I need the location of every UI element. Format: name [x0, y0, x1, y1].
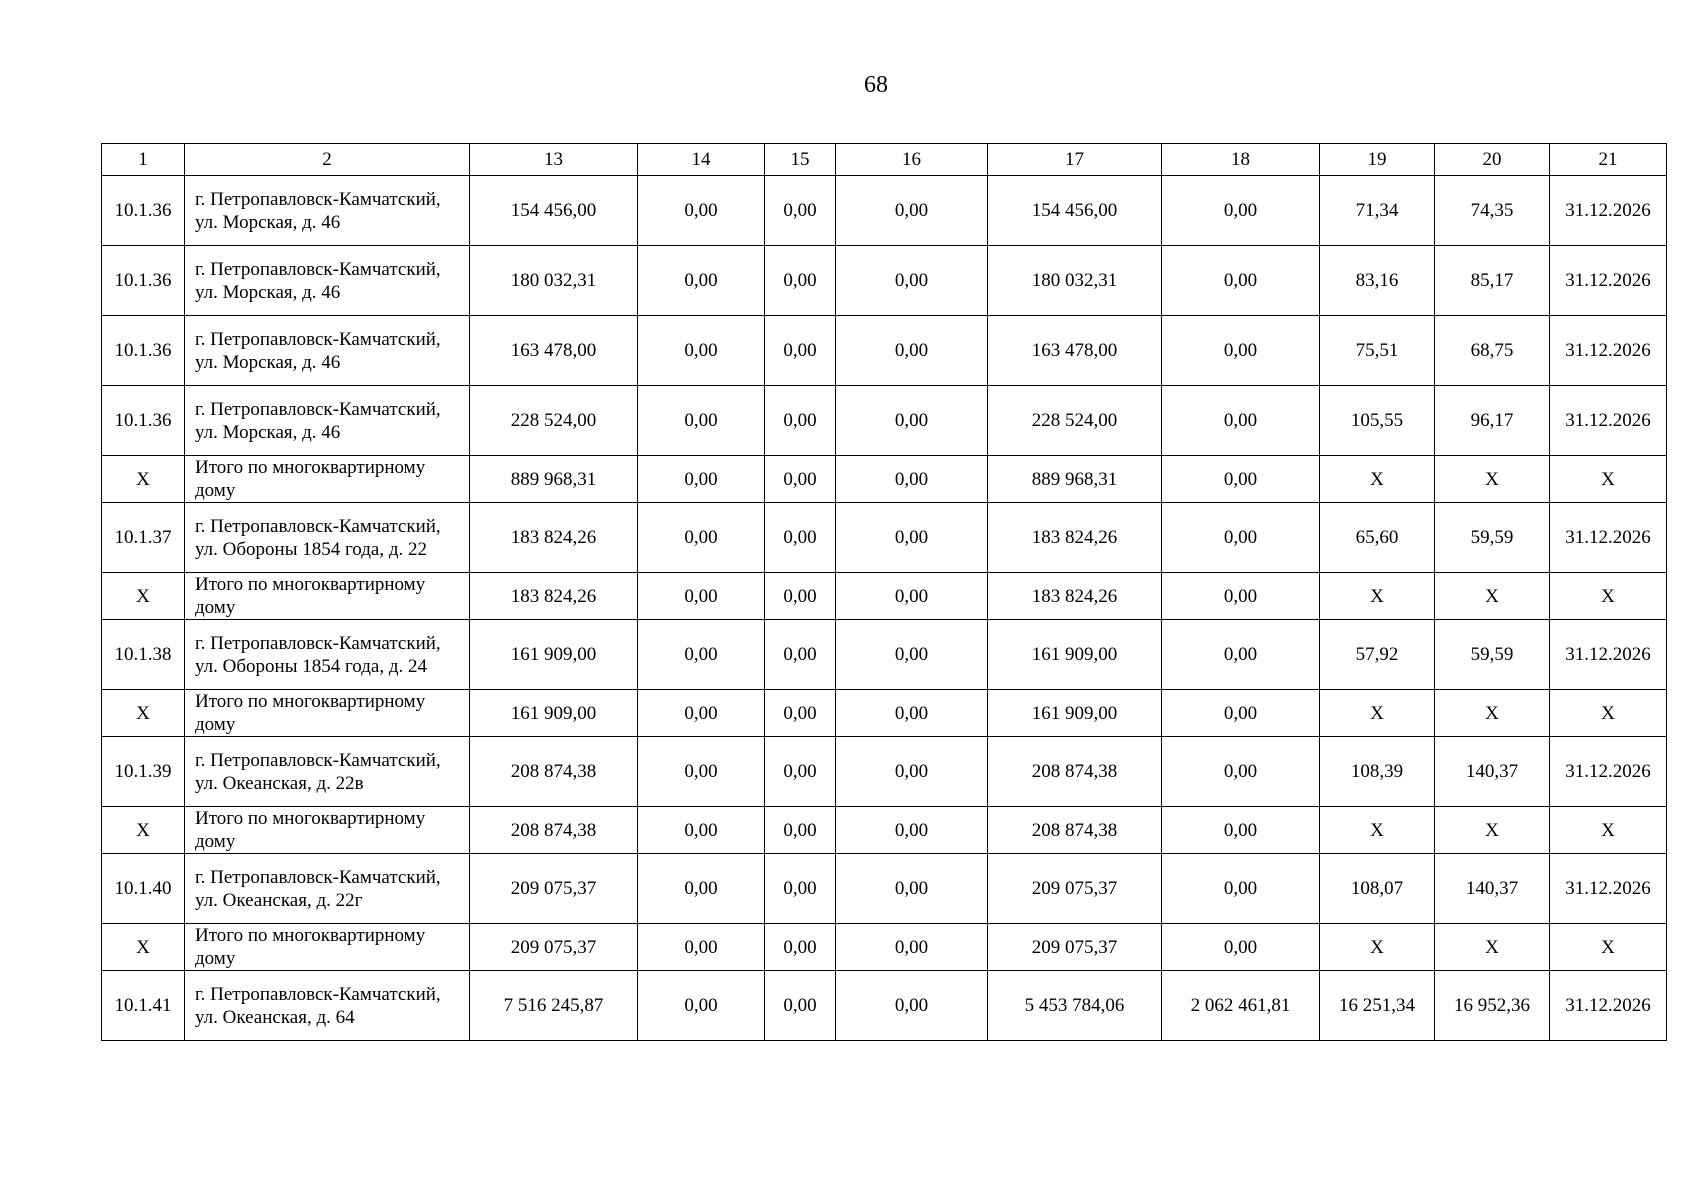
table-cell: Х — [1435, 690, 1550, 737]
table-cell: Х — [1435, 456, 1550, 503]
table-cell: Х — [1550, 807, 1667, 854]
table-cell: 0,00 — [765, 316, 836, 386]
table-cell: 0,00 — [638, 176, 765, 246]
table-cell: г. Петропавловск-Камчатский, ул. Морская, д. 46 — [185, 246, 470, 316]
table-row — [102, 620, 1667, 690]
table-cell: г. Петропавловск-Камчатский, ул. Обороны 1854 года, д. 22 — [185, 503, 470, 573]
table-cell: 10.1.40 — [102, 854, 185, 924]
column-header: 21 — [1550, 144, 1667, 176]
table-cell: Итого по многоквартирному дому — [185, 924, 470, 971]
table-cell: 0,00 — [638, 316, 765, 386]
table-cell: 228 524,00 — [470, 386, 638, 456]
table-cell: 31.12.2026 — [1550, 737, 1667, 807]
table-cell: Х — [1320, 924, 1435, 971]
column-header: 19 — [1320, 144, 1435, 176]
table-cell: 10.1.36 — [102, 316, 185, 386]
table-cell: 0,00 — [638, 807, 765, 854]
table-cell: 0,00 — [765, 690, 836, 737]
table-cell: Х — [1550, 690, 1667, 737]
table-cell: 68,75 — [1435, 316, 1550, 386]
table-cell: 0,00 — [765, 924, 836, 971]
data-table — [101, 143, 1667, 1041]
table-cell: 0,00 — [638, 690, 765, 737]
table-cell: 105,55 — [1320, 386, 1435, 456]
table-cell: 0,00 — [765, 573, 836, 620]
table-cell: 10.1.37 — [102, 503, 185, 573]
table-cell: 889 968,31 — [470, 456, 638, 503]
table-cell: 0,00 — [1162, 503, 1320, 573]
column-header: 16 — [836, 144, 988, 176]
table-row — [102, 971, 1667, 1041]
table-cell: 208 874,38 — [470, 807, 638, 854]
table-cell: 16 251,34 — [1320, 971, 1435, 1041]
table-row — [102, 316, 1667, 386]
table-row — [102, 176, 1667, 246]
table-cell: 0,00 — [765, 971, 836, 1041]
table-cell: 0,00 — [638, 971, 765, 1041]
table-cell: 0,00 — [638, 456, 765, 503]
table-cell: 0,00 — [1162, 573, 1320, 620]
table-total-row — [102, 456, 1667, 503]
table-cell: 31.12.2026 — [1550, 620, 1667, 690]
table-cell: г. Петропавловск-Камчатский, ул. Морская, д. 46 — [185, 316, 470, 386]
table-cell: 0,00 — [1162, 386, 1320, 456]
table-cell: 0,00 — [836, 246, 988, 316]
column-header: 15 — [765, 144, 836, 176]
table-cell: Итого по многоквартирному дому — [185, 807, 470, 854]
table-cell: 0,00 — [836, 316, 988, 386]
table-cell: 0,00 — [836, 854, 988, 924]
table-cell: 0,00 — [836, 690, 988, 737]
table-cell: 161 909,00 — [988, 690, 1162, 737]
table-cell: 0,00 — [836, 573, 988, 620]
column-header: 13 — [470, 144, 638, 176]
table-cell: Х — [102, 456, 185, 503]
table-cell: 0,00 — [1162, 316, 1320, 386]
table-cell: 183 824,26 — [470, 503, 638, 573]
column-header: 2 — [185, 144, 470, 176]
table-cell: 0,00 — [765, 737, 836, 807]
table-cell: 7 516 245,87 — [470, 971, 638, 1041]
table-cell: 228 524,00 — [988, 386, 1162, 456]
table-cell: 5 453 784,06 — [988, 971, 1162, 1041]
table-cell: Итого по многоквартирному дому — [185, 573, 470, 620]
table-cell: 96,17 — [1435, 386, 1550, 456]
column-header: 1 — [102, 144, 185, 176]
table-cell: 0,00 — [836, 807, 988, 854]
table-cell: 10.1.36 — [102, 246, 185, 316]
table-cell: 0,00 — [1162, 924, 1320, 971]
table-cell: 0,00 — [765, 807, 836, 854]
table-cell: 163 478,00 — [988, 316, 1162, 386]
column-header: 14 — [638, 144, 765, 176]
table-cell: 208 874,38 — [988, 807, 1162, 854]
table-cell: 209 075,37 — [470, 924, 638, 971]
table-cell: 154 456,00 — [988, 176, 1162, 246]
table-cell: 0,00 — [836, 620, 988, 690]
table-cell: 183 824,26 — [470, 573, 638, 620]
table-cell: 183 824,26 — [988, 573, 1162, 620]
table-cell: 65,60 — [1320, 503, 1435, 573]
table-cell: г. Петропавловск-Камчатский, ул. Морская, д. 46 — [185, 386, 470, 456]
table-cell: Х — [1550, 924, 1667, 971]
table-cell: 161 909,00 — [470, 620, 638, 690]
table-cell: 0,00 — [765, 386, 836, 456]
table-body — [102, 176, 1667, 1041]
table-cell: 0,00 — [836, 176, 988, 246]
table-cell: 0,00 — [1162, 690, 1320, 737]
table-row — [102, 386, 1667, 456]
table-cell: 180 032,31 — [470, 246, 638, 316]
table-cell: 0,00 — [836, 386, 988, 456]
table-cell: 140,37 — [1435, 737, 1550, 807]
column-header: 17 — [988, 144, 1162, 176]
table-cell: 0,00 — [1162, 246, 1320, 316]
table-cell: 0,00 — [836, 924, 988, 971]
table-cell: 108,07 — [1320, 854, 1435, 924]
table-cell: Х — [1435, 807, 1550, 854]
page-number: 68 — [864, 72, 888, 98]
table-cell: 0,00 — [638, 503, 765, 573]
table-total-row — [102, 573, 1667, 620]
table-cell: 0,00 — [638, 854, 765, 924]
table-row — [102, 246, 1667, 316]
table-cell: 180 032,31 — [988, 246, 1162, 316]
table-cell: 0,00 — [638, 620, 765, 690]
table-row — [102, 737, 1667, 807]
table-cell: 0,00 — [638, 924, 765, 971]
table-cell: 0,00 — [638, 246, 765, 316]
table-cell: 161 909,00 — [988, 620, 1162, 690]
table-cell: 108,39 — [1320, 737, 1435, 807]
table-cell: г. Петропавловск-Камчатский, ул. Океанская, д. 22в — [185, 737, 470, 807]
table-cell: 889 968,31 — [988, 456, 1162, 503]
table-cell: 83,16 — [1320, 246, 1435, 316]
table-cell: 0,00 — [836, 503, 988, 573]
table-cell: 75,51 — [1320, 316, 1435, 386]
table-cell: 154 456,00 — [470, 176, 638, 246]
table-cell: 10.1.36 — [102, 176, 185, 246]
table-cell: 0,00 — [1162, 854, 1320, 924]
table-cell: 16 952,36 — [1435, 971, 1550, 1041]
table-cell: Х — [1320, 456, 1435, 503]
table-cell: Х — [1320, 573, 1435, 620]
table-cell: 31.12.2026 — [1550, 971, 1667, 1041]
header-row — [102, 144, 1667, 176]
table-cell: 209 075,37 — [470, 854, 638, 924]
table-cell: 31.12.2026 — [1550, 176, 1667, 246]
table-cell: 0,00 — [638, 573, 765, 620]
table-cell: 31.12.2026 — [1550, 316, 1667, 386]
table-cell: 31.12.2026 — [1550, 246, 1667, 316]
table-total-row — [102, 690, 1667, 737]
column-header: 20 — [1435, 144, 1550, 176]
table-cell: 0,00 — [1162, 737, 1320, 807]
table-cell: 0,00 — [765, 176, 836, 246]
table-cell: 208 874,38 — [470, 737, 638, 807]
table-cell: 2 062 461,81 — [1162, 971, 1320, 1041]
table-cell: 0,00 — [836, 456, 988, 503]
table-row — [102, 854, 1667, 924]
table-cell: 0,00 — [1162, 807, 1320, 854]
table-cell: 71,34 — [1320, 176, 1435, 246]
table-cell: 31.12.2026 — [1550, 503, 1667, 573]
table-cell: 0,00 — [765, 503, 836, 573]
table-cell: 0,00 — [1162, 176, 1320, 246]
table-cell: Итого по многоквартирному дому — [185, 690, 470, 737]
table-cell: 74,35 — [1435, 176, 1550, 246]
table-cell: 10.1.41 — [102, 971, 185, 1041]
table-row — [102, 503, 1667, 573]
table-cell: г. Петропавловск-Камчатский, ул. Океанская, д. 22г — [185, 854, 470, 924]
table-cell: Итого по многоквартирному дому — [185, 456, 470, 503]
table-cell: 0,00 — [638, 737, 765, 807]
table-total-row — [102, 807, 1667, 854]
table-cell: Х — [1320, 690, 1435, 737]
table-cell: г. Петропавловск-Камчатский, ул. Обороны 1854 года, д. 24 — [185, 620, 470, 690]
table-cell: 161 909,00 — [470, 690, 638, 737]
table-cell: 31.12.2026 — [1550, 854, 1667, 924]
table-cell: 208 874,38 — [988, 737, 1162, 807]
table-cell: 0,00 — [765, 246, 836, 316]
table-cell: 0,00 — [638, 386, 765, 456]
table-cell: Х — [1550, 456, 1667, 503]
table-cell: 0,00 — [765, 620, 836, 690]
table-cell: Х — [102, 690, 185, 737]
table-cell: Х — [102, 807, 185, 854]
table-cell: 140,37 — [1435, 854, 1550, 924]
table-cell: 59,59 — [1435, 620, 1550, 690]
table-cell: Х — [1320, 807, 1435, 854]
table-cell: 163 478,00 — [470, 316, 638, 386]
table-cell: 10.1.38 — [102, 620, 185, 690]
table-cell: 0,00 — [836, 737, 988, 807]
table-cell: 0,00 — [1162, 456, 1320, 503]
table-cell: 85,17 — [1435, 246, 1550, 316]
table-cell: 209 075,37 — [988, 924, 1162, 971]
table-cell: 0,00 — [765, 456, 836, 503]
table-cell: Х — [1435, 573, 1550, 620]
table-cell: 10.1.39 — [102, 737, 185, 807]
table-cell: 209 075,37 — [988, 854, 1162, 924]
table-total-row — [102, 924, 1667, 971]
table-cell: 0,00 — [836, 971, 988, 1041]
table-cell: г. Петропавловск-Камчатский, ул. Океанская, д. 64 — [185, 971, 470, 1041]
table-cell: 57,92 — [1320, 620, 1435, 690]
table-cell: 59,59 — [1435, 503, 1550, 573]
table-cell: Х — [102, 573, 185, 620]
table-cell: 0,00 — [765, 854, 836, 924]
table-cell: 31.12.2026 — [1550, 386, 1667, 456]
table-cell: 183 824,26 — [988, 503, 1162, 573]
table-cell: Х — [102, 924, 185, 971]
table-cell: г. Петропавловск-Камчатский, ул. Морская, д. 46 — [185, 176, 470, 246]
table-cell: Х — [1435, 924, 1550, 971]
column-header: 18 — [1162, 144, 1320, 176]
table-cell: 10.1.36 — [102, 386, 185, 456]
table-cell: Х — [1550, 573, 1667, 620]
table-cell: 0,00 — [1162, 620, 1320, 690]
